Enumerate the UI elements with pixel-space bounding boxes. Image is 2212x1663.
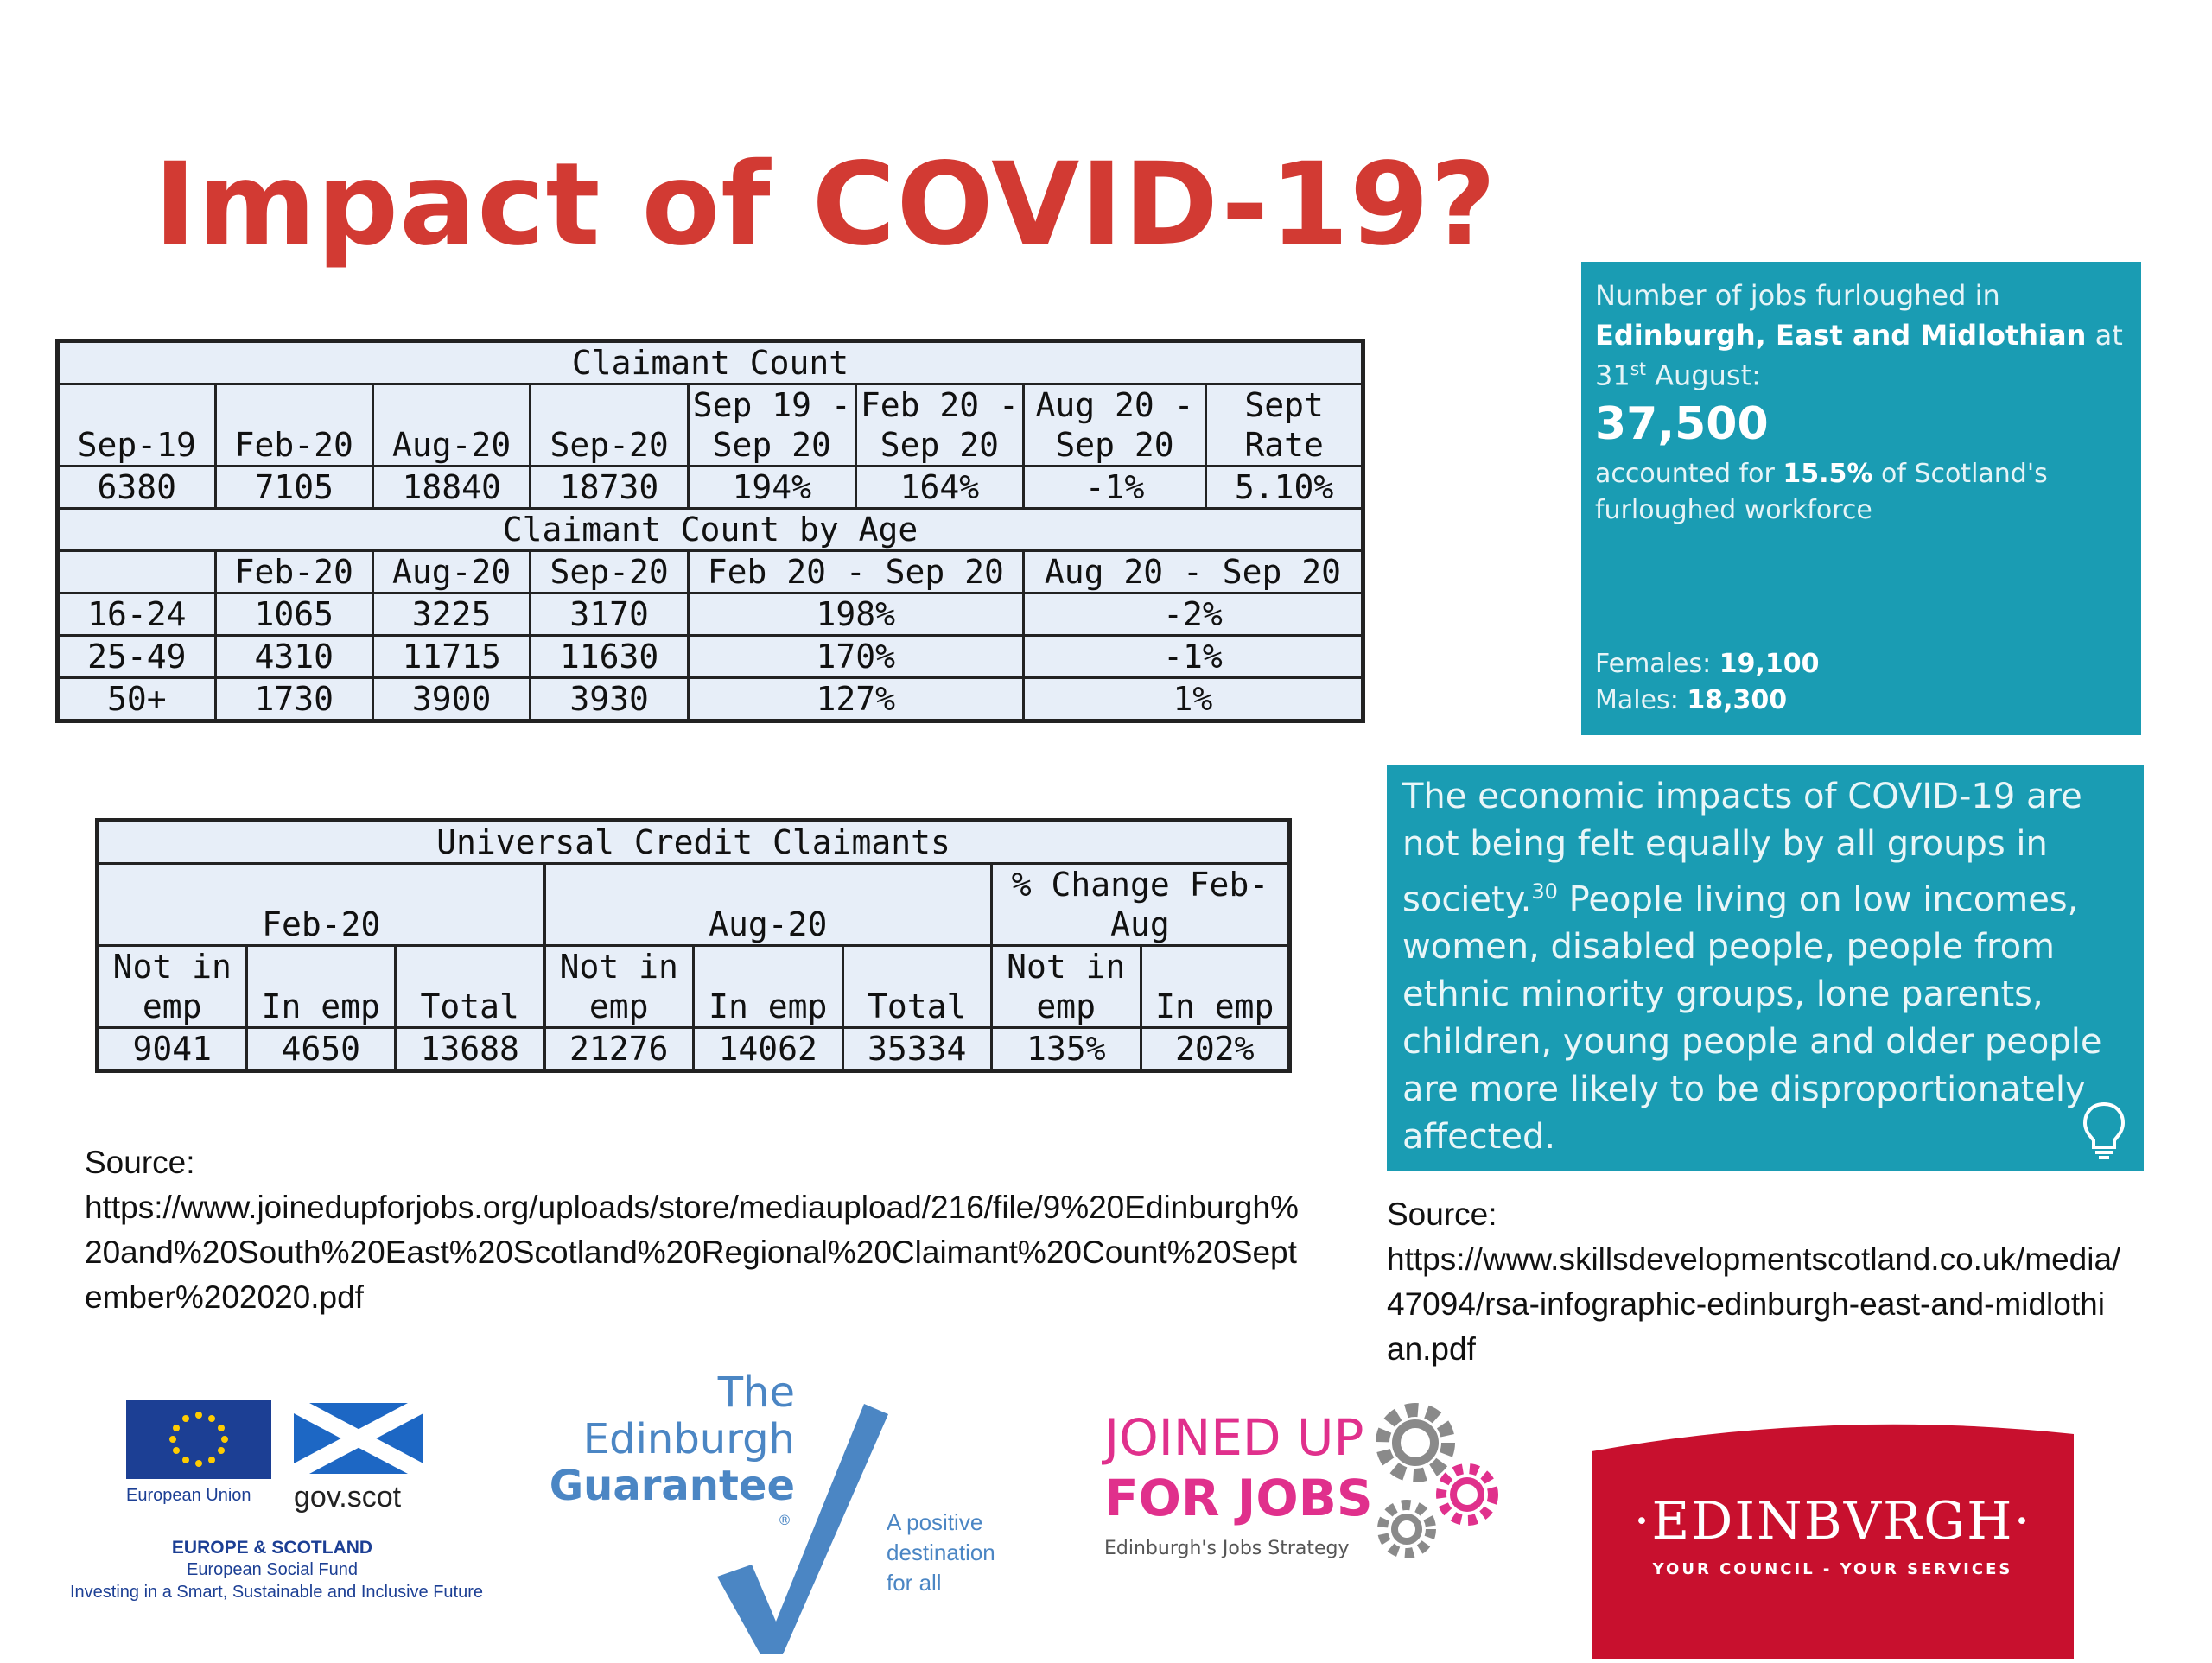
claimant-values-row [58,467,1363,509]
claimant-header-row [58,384,1363,467]
source-left [85,1140,1312,1320]
uc-subheader-row [98,946,1290,1028]
eu-label: European Union [126,1486,251,1505]
edinburgh-sub: YOUR COUNCIL - YOUR SERVICES [1652,1560,2013,1578]
furlough-line3: 31st August: [1595,359,1761,392]
header-cell: Not in emp [98,946,247,1028]
value-cell: 127% [688,678,1023,721]
value-cell: -1% [1023,636,1363,678]
impact-text: The economic impacts of COVID-19 are not being felt equally by all groups in society.$^{30}$ People living on low incomes, women, disabled people, people from ethnic minority groups, lone parents, children, young people and older people are more likely to be disproportionately affected. [1402,777,2102,1158]
edinburgh-wordmark: ·EDINBVRGH· [1633,1491,2032,1552]
eu-flag-icon [126,1400,271,1479]
header-cell: Sep-20 [531,551,688,593]
gears-icon [1363,1400,1510,1572]
claimant-age-title: Claimant Count by Age [58,509,1363,551]
uc-group-row [98,864,1290,946]
value-cell: 135% [992,1028,1141,1071]
age-row [58,636,1363,678]
value-cell: -2% [1023,593,1363,636]
header-cell: Feb-20 [215,551,372,593]
value-cell: 164% [855,467,1023,509]
age-cell: 25-49 [58,636,216,678]
group-header: Feb-20 [98,864,545,946]
jufj-line1: JOINED UP [1104,1408,1364,1467]
value-cell: 194% [688,467,855,509]
guarantee-wordmark: The Edinburgh Guarantee [549,1368,795,1510]
furlough-line2: Edinburgh, East and Midlothian at [1595,319,2123,352]
jufj-line2: FOR JOBS [1104,1469,1373,1527]
edinburgh-guarantee-logo [549,1368,1054,1646]
value-cell: 4650 [246,1028,396,1071]
value-cell: 3225 [372,593,530,636]
furlough-line5: furloughed workforce [1595,495,1872,525]
joined-up-for-jobs-logo [1104,1408,1519,1581]
esf-tagline: Investing in a Smart, Sustainable and Inclusive Future [69,1583,484,1602]
uc-values-row [98,1028,1290,1071]
edinburgh-council-logo [1592,1417,2074,1659]
furlough-males: Males: 18,300 [1595,685,1788,715]
furlough-line4: accounted for 15.5% of Scotland's [1595,459,2048,489]
claimant-count-table [55,339,1365,723]
group-header: Aug-20 [544,864,992,946]
source-label: Source: [85,1145,195,1180]
govscot-label: gov.scot [294,1481,402,1514]
europe-scotland-label: EUROPE & SCOTLAND [171,1538,373,1558]
impact-infobox [1387,765,2144,1171]
header-cell: Sept Rate [1206,384,1363,467]
age-cell: 16-24 [58,593,216,636]
furlough-number: 37,500 [1595,398,1769,450]
value-cell: 14062 [694,1028,843,1071]
page-title: Impact of COVID-19? [154,138,1497,271]
guarantee-tagline: A positive destination for all [887,1509,995,1596]
group-header: % Change Feb- Aug [992,864,1290,946]
universal-credit-table [95,818,1292,1073]
header-cell: Not in emp [544,946,694,1028]
header-cell: In emp [1141,946,1290,1028]
header-cell: Total [396,946,545,1028]
value-cell: 3170 [531,593,688,636]
value-cell: 6380 [58,467,216,509]
value-cell: 9041 [98,1028,247,1071]
header-cell: Total [842,946,992,1028]
header-cell: Sep-19 [58,384,216,467]
header-cell [58,551,216,593]
header-cell: In emp [694,946,843,1028]
guarantee-reg: ® [778,1512,791,1528]
value-cell: 13688 [396,1028,545,1071]
uc-title: Universal Credit Claimants [98,821,1290,864]
header-cell: Sep-20 [531,384,688,467]
value-cell: 18730 [531,467,688,509]
header-cell: Sep 19 - Sep 20 [688,384,855,467]
lightbulb-icon [2080,1101,2128,1159]
value-cell: 21276 [544,1028,694,1071]
value-cell: 3900 [372,678,530,721]
header-cell: Feb 20 - Sep 20 [688,551,1023,593]
header-cell: In emp [246,946,396,1028]
furlough-line1: Number of jobs furloughed in [1595,279,2000,312]
header-cell: Feb-20 [215,384,372,467]
header-cell: Aug-20 [372,551,530,593]
header-cell: Feb 20 - Sep 20 [855,384,1023,467]
source-right [1387,1192,2121,1372]
value-cell: 7105 [215,467,372,509]
value-cell: 18840 [372,467,530,509]
header-cell: Aug 20 - Sep 20 [1023,551,1363,593]
value-cell: 11630 [531,636,688,678]
header-cell: Aug 20 - Sep 20 [1023,384,1205,467]
age-cell: 50+ [58,678,216,721]
value-cell: 3930 [531,678,688,721]
header-cell: Aug-20 [372,384,530,467]
value-cell: 202% [1141,1028,1290,1071]
furlough-infobox [1581,262,2141,735]
furlough-females: Females: 19,100 [1595,649,1820,679]
eu-govscot-logo [52,1400,536,1615]
value-cell: 198% [688,593,1023,636]
source-url[interactable]: https://www.skillsdevelopmentscotland.co.uk/media/47094/rsa-infographic-edinburgh-east-and-midlothian.pdf [1387,1241,2121,1367]
value-cell: 1730 [215,678,372,721]
saltire-flag-icon [294,1403,423,1474]
header-cell: Not in emp [992,946,1141,1028]
claimant-count-title: Claimant Count [58,341,1363,384]
age-row [58,678,1363,721]
value-cell: 1065 [215,593,372,636]
value-cell: 170% [688,636,1023,678]
source-url[interactable]: https://www.joinedupforjobs.org/uploads/store/mediaupload/216/file/9%20Edinburgh%20and%20South%20East%20Scotland%20Regional%20Claimant%20Count%20September%202020.pdf [85,1190,1299,1315]
jufj-sub: Edinburgh's Jobs Strategy [1104,1538,1350,1559]
age-header-row [58,551,1363,593]
value-cell: 4310 [215,636,372,678]
value-cell: 11715 [372,636,530,678]
value-cell: 1% [1023,678,1363,721]
esf-label: European Social Fund [187,1560,358,1579]
value-cell: 35334 [842,1028,992,1071]
value-cell: 5.10% [1206,467,1363,509]
age-row [58,593,1363,636]
value-cell: -1% [1023,467,1205,509]
source-label: Source: [1387,1196,1497,1232]
